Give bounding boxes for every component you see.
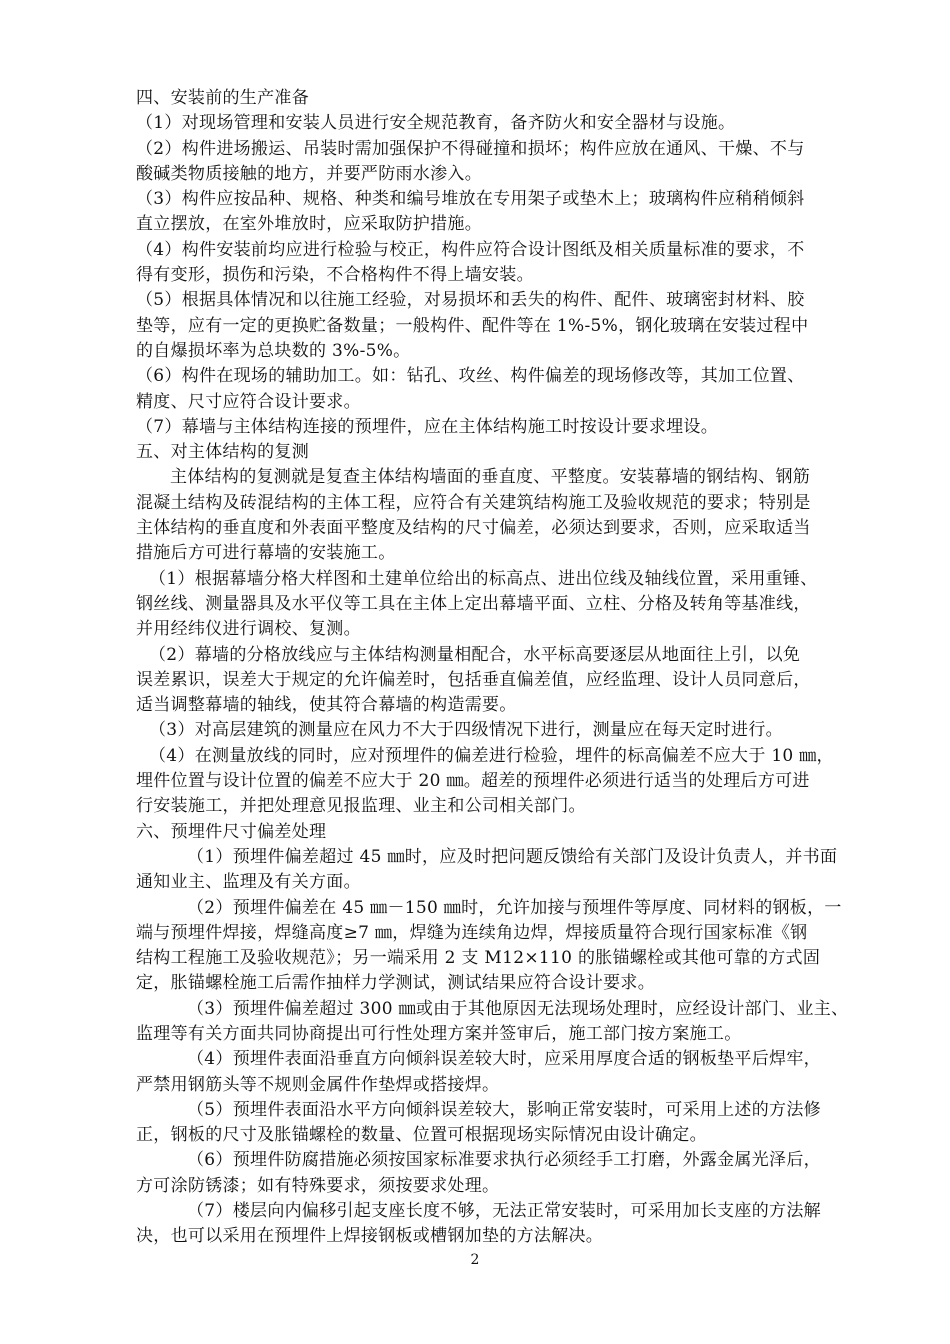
text-line: 主体结构的垂直度和外表面平整度及结构的尺寸偏差，必须达到要求，否则，应采取适当 — [136, 518, 811, 539]
text-line: 通知业主、监理及有关方面。 — [136, 872, 361, 893]
page-number: 2 — [470, 1252, 480, 1268]
text-line: 精度、尺寸应符合设计要求。 — [136, 391, 361, 412]
text-line: （7）幕墙与主体结构连接的预埋件，应在主体结构施工时按设计要求埋设。 — [136, 416, 719, 437]
text-line: 主体结构的复测就是复查主体结构墙面的垂直度、平整度。安装幕墙的钢结构、钢筋 — [170, 467, 811, 488]
text-line: （1）根据幕墙分格大样图和土建单位给出的标高点、进出位线及轴线位置，采用重锤、 — [149, 568, 818, 589]
text-line: （5）预埋件表面沿水平方向倾斜误差较大，影响正常安装时，可采用上述的方法修 — [187, 1099, 821, 1120]
text-line: （4）构件安装前均应进行检验与校正，构件应符合设计图纸及相关质量标准的要求，不 — [136, 239, 805, 260]
text-line: 混凝土结构及砖混结构的主体工程，应符合有关建筑结构施工及验收规范的要求；特别是 — [136, 492, 811, 513]
text-line: 酸碱类物质接触的地方，并要严防雨水渗入。 — [136, 163, 482, 184]
text-line: 端与预埋件焊接，焊缝高度≥7 ㎜，焊缝为连续角边焊，焊接质量符合现行国家标准《钢 — [136, 922, 808, 943]
text-line: 严禁用钢筋头等不规则金属件作垫焊或搭接焊。 — [136, 1074, 500, 1095]
text-line: （2）幕墙的分格放线应与主体结构测量相配合，水平标高要逐层从地面往上引，以免 — [149, 644, 801, 665]
text-line: （5）根据具体情况和以往施工经验，对易损坏和丢失的构件、配件、玻璃密封材料、胶 — [136, 290, 805, 311]
text-line: （1）预埋件偏差超过 45 ㎜时，应及时把问题反馈给有关部门及设计负责人，并书面 — [187, 846, 838, 867]
text-line: 监理等有关方面共同协商提出可行性处理方案并签审后，施工部门按方案施工。 — [136, 1023, 742, 1044]
text-line: 方可涂防锈漆；如有特殊要求，须按要求处理。 — [136, 1175, 500, 1196]
text-line: 决，也可以采用在预埋件上焊接钢板或槽钢加垫的方法解决。 — [136, 1226, 604, 1247]
text-line: 措施后方可进行幕墙的安装施工。 — [136, 543, 396, 564]
text-line: （6）构件在现场的辅助加工。如：钻孔、攻丝、构件偏差的现场修改等，其加工位置、 — [136, 366, 805, 387]
text-line: （1）对现场管理和安装人员进行安全规范教育，备齐防火和安全器材与设施。 — [136, 113, 736, 134]
text-line: 定，胀锚螺栓施工后需作抽样力学测试，测试结果应符合设计要求。 — [136, 973, 655, 994]
text-line: （6）预埋件防腐措施必须按国家标准要求执行必须经手工打磨，外露金属光泽后， — [187, 1150, 821, 1171]
text-line: 直立摆放，在室外堆放时，应采取防护措施。 — [136, 214, 482, 235]
text-line: 误差累识，误差大于规定的允许偏差时，包括垂直偏差值，应经监理、设计人员同意后， — [136, 669, 811, 690]
text-line: 适当调整幕墙的轴线，使其符合幕墙的构造需要。 — [136, 695, 517, 716]
text-line: （3）对高层建筑的测量应在风力不大于四级情况下进行，测量应在每天定时进行。 — [149, 720, 783, 741]
text-line: 四、安装前的生产准备 — [136, 88, 309, 108]
text-line: 埋件位置与设计位置的偏差不应大于 20 ㎜。超差的预埋件必须进行适当的处理后方可进 — [136, 771, 810, 792]
text-line: 的自爆损坏率为总块数的 3%-5%。 — [136, 340, 411, 361]
text-line: （3）预埋件偏差超过 300 ㎜或由于其他原因无法现场处理时，应经设计部门、业主、 — [187, 998, 849, 1019]
text-line: 垫等，应有一定的更换贮备数量；一般构件、配件等在 1%-5%，钢化玻璃在安装过程中 — [136, 315, 809, 336]
text-line: 六、预埋件尺寸偏差处理 — [136, 821, 327, 842]
text-line: 钢丝线、测量器具及水平仪等工具在主体上定出幕墙平面、立柱、分格及转角等基准线， — [136, 593, 811, 614]
text-line: （4）在测量放线的同时，应对预埋件的偏差进行检验，埋件的标高偏差不应大于 10 ㎜， — [149, 745, 834, 766]
text-line: 得有变形，损伤和污染，不合格构件不得上墙安装。 — [136, 265, 534, 286]
document-body — [136, 86, 881, 1250]
text-line: （2）构件进场搬运、吊装时需加强保护不得碰撞和损坏；构件应放在通风、干燥、不与 — [136, 138, 805, 159]
text-line: （4）预埋件表面沿垂直方向倾斜误差较大时，应采用厚度合适的钢板垫平后焊牢， — [187, 1049, 821, 1070]
text-line: 结构工程施工及验收规范》；另一端采用 2 支 M12×110 的胀锚螺栓或其他可靠的方式固 — [136, 948, 821, 969]
text-line: 并用经纬仪进行调校、复测。 — [136, 619, 361, 640]
text-line: （2）预埋件偏差在 45 ㎜－150 ㎜时，允许加接与预埋件等厚度、同材料的钢板，一 — [187, 897, 842, 918]
text-line: （7）楼层向内偏移引起支座长度不够，无法正常安装时，可采用加长支座的方法解 — [187, 1201, 821, 1222]
text-line: 五、对主体结构的复测 — [136, 442, 309, 463]
text-line: （3）构件应按品种、规格、种类和编号堆放在专用架子或垫木上；玻璃构件应稍稍倾斜 — [136, 189, 805, 210]
text-line: 正，钢板的尺寸及胀锚螺栓的数量、位置可根据现场实际情况由设计确定。 — [136, 1125, 707, 1146]
text-line: 行安装施工，并把处理意见报监理、业主和公司相关部门。 — [136, 796, 586, 817]
